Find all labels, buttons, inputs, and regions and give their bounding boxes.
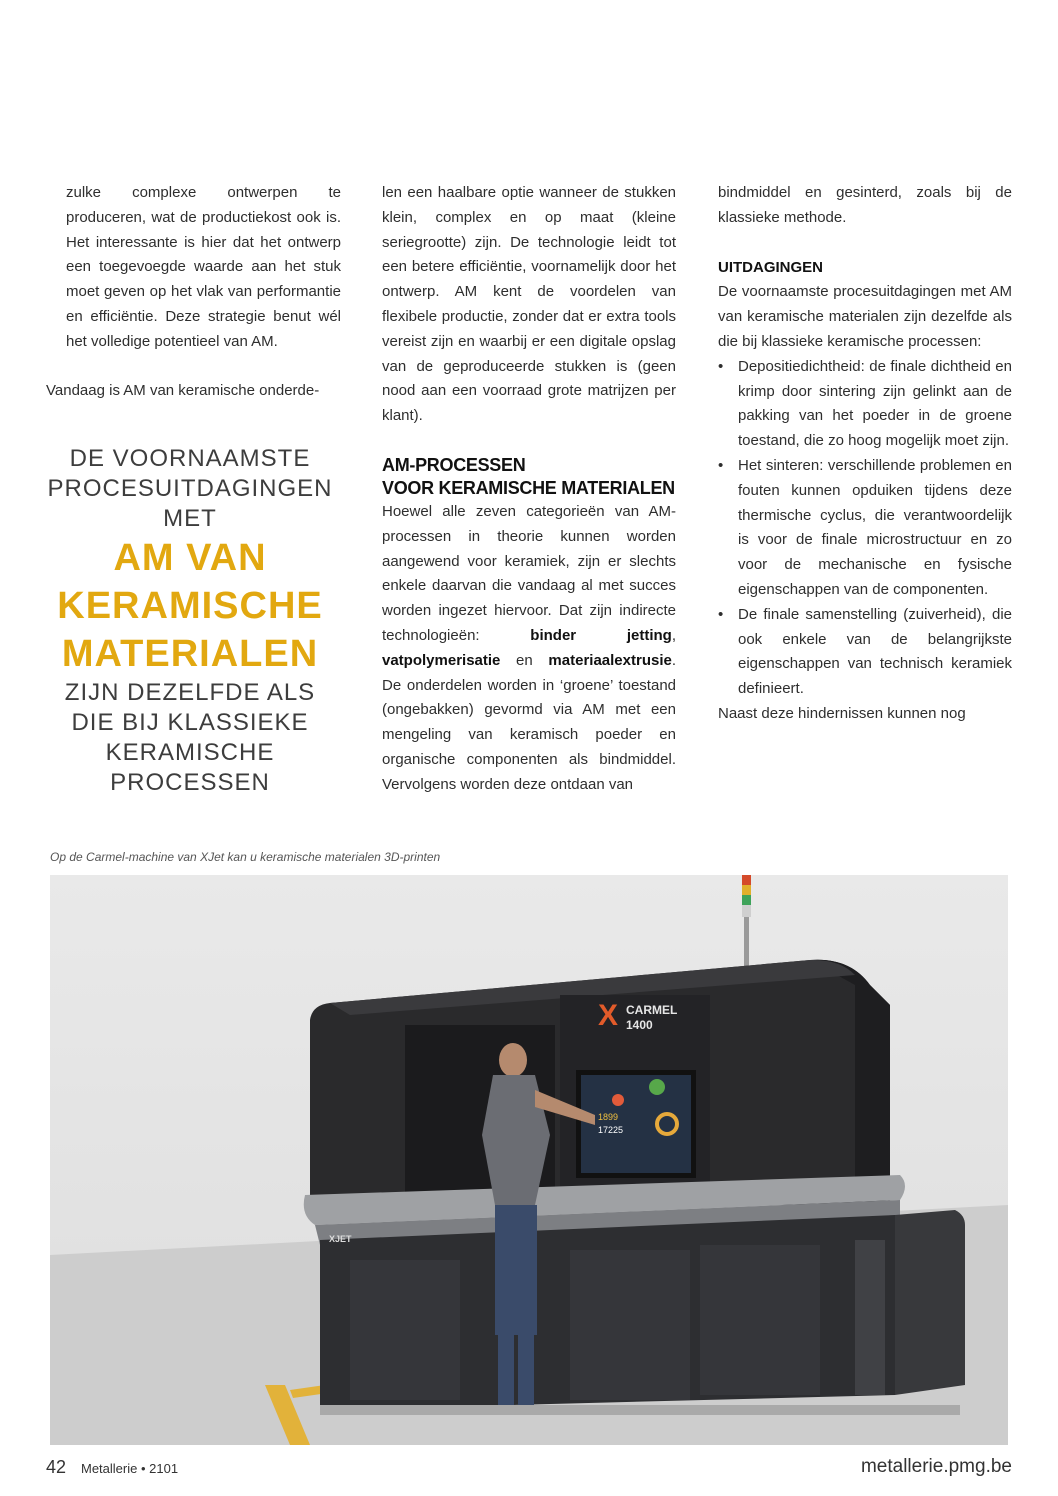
pull-quote-line: DIE BIJ KLASSIEKE (71, 709, 309, 736)
pull-quote-line: ZIJN DEZELFDE ALS (64, 679, 316, 706)
col3-paragraph-3: Naast deze hindernissen kunnen nog (718, 704, 966, 722)
pull-quote-line: MET (163, 505, 217, 532)
column-2 (382, 181, 676, 798)
col3-paragraph-2: De voornaamste procesuitdagingen met AM van keramische materialen zijn dezelfde als die bij klassieke keramische processen: (718, 283, 1012, 350)
section-heading-am-processen (382, 454, 676, 500)
brand-x: X (598, 999, 619, 1032)
page-number: 42 (46, 1457, 67, 1477)
section-heading-uitdagingen: UITDAGINGEN (718, 258, 823, 276)
screen-value-1: 1899 (598, 1112, 619, 1122)
col2-paragraph-1: len een haalbare optie wanneer de stukken klein, complex en op maat (kleine seriegrootte) zijn. De technologie leidt tot een betere efficiëntie, voornamelijk door het ontwerp. AM kent de voordelen van flexibele productie, zonder dat er extra tools vereist zijn en waarbij er een digitale opslag van de geproduceerde stukken is (geen nood aan een voorraad grote matrijzen per klant). (382, 184, 676, 425)
col2-paragraph-2 (382, 500, 676, 798)
brand-line-1: CARMEL (626, 1003, 678, 1017)
website-link[interactable]: metallerie.pmg.be (860, 1456, 1012, 1477)
col1-paragraph-2: Vandaag is AM van keramische onderde- (46, 382, 320, 399)
pull-quote-line: PROCESUITDAGINGEN (47, 475, 333, 502)
pull-quote-highlight: MATERIALEN (61, 633, 319, 675)
photo-caption: Op de Carmel-machine van XJet kan u keramische materialen 3D-printen (50, 850, 441, 864)
machine-photo (50, 875, 1008, 1445)
text-run: Hoewel alle zeven categorieën van AM-processen in theorie kunnen worden aangewend voor keramiek, zijn er slechts enkele daarvan die vandaag al met succes worden ingezet hiervoor. Dat zijn indirecte technologieën: (382, 502, 676, 644)
challenge-list (718, 355, 1012, 702)
brand-line-2: 1400 (626, 1018, 653, 1032)
term-materiaalextrusie: materiaalextrusie (548, 651, 672, 669)
heading-line: VOOR KERAMISCHE MATERIALEN (382, 477, 675, 498)
col3-paragraph-1: bindmiddel en gesinterd, zoals bij de klassieke methode. (718, 184, 1012, 226)
pull-quote (40, 444, 340, 798)
screen-value-2: 17225 (598, 1125, 624, 1135)
magazine-issue: Metallerie • 2101 (81, 1461, 179, 1476)
text-run: , (671, 626, 677, 644)
pull-quote-line: PROCESSEN (110, 769, 270, 796)
machine-illustration (50, 875, 1008, 1445)
heading-line: AM-PROCESSEN (382, 454, 526, 475)
list-item: • Depositiedichtheid: de finale dichtheid en krimp door sintering zijn gelinkt aan de pakking van het poeder in de groene toestand, die zo hoog mogelijk moet zijn. (718, 355, 1012, 454)
column-3 (718, 181, 1012, 727)
text-run: . De onderdelen worden in ‘groene’ toestand (ongebakken) gevormd via AM met een mengeling van keramisch poeder en organische componenten als bindmiddel. Vervolgens worden deze ontdaan van (382, 651, 676, 793)
term-binder-jetting: binder jetting (530, 626, 672, 644)
list-item: • De finale samenstelling (zuiverheid), die ook enkele van de belangrijkste eigenschappen van technisch keramiek definieert. (718, 603, 1012, 702)
col1-paragraph-1: zulke complexe ontwerpen te produceren, wat de productiekost ook is. Het interessante is hier dat het ontwerp een toegevoegde waarde aan het stuk moet geven op het vlak van performantie en efficiëntie. Deze strategie benut wél het volledige potentieel van AM. (66, 184, 341, 350)
pull-quote-highlight: AM VAN (113, 537, 267, 579)
pull-quote-line: DE VOORNAAMSTE (69, 445, 311, 472)
term-vatpolymerisatie: vatpolymerisatie (382, 651, 501, 669)
list-item: • Het sinteren: verschillende problemen en fouten kunnen opduiken tijdens deze thermische cyclus, die verantwoordelijk is voor de finale microstructuur en zo voor de mechanische en fysische eigenschappen van de componenten. (718, 454, 1012, 603)
text-run: en (500, 651, 549, 669)
column-1 (66, 181, 341, 355)
pull-quote-line: KERAMISCHE (105, 739, 275, 766)
pull-quote-highlight: KERAMISCHE (57, 585, 323, 627)
side-logo: XJET (329, 1234, 352, 1244)
